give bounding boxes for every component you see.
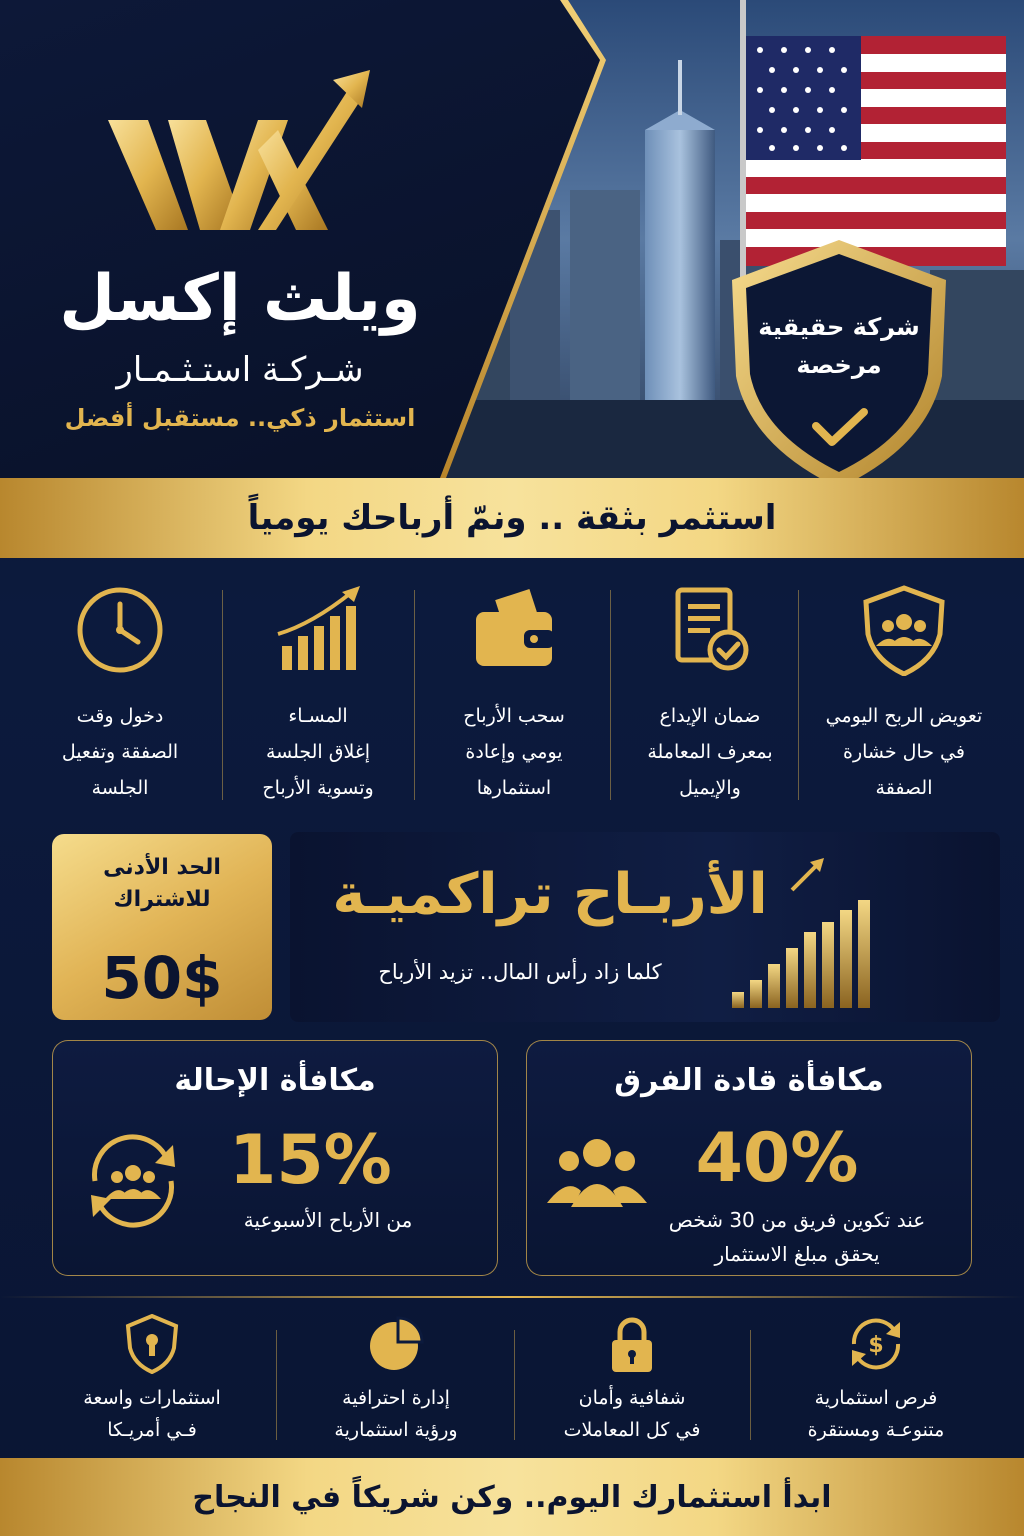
feature-item	[610, 576, 810, 806]
feature-line: بمعرف المعاملة	[647, 741, 773, 763]
cumulative-subtitle: كلما زاد رأس المال.. تزيد الأرباح	[378, 960, 662, 984]
feature-text	[218, 698, 418, 806]
feature-text	[804, 698, 1004, 806]
referral-bonus-percent: 15%	[229, 1121, 392, 1200]
feature-item	[218, 576, 418, 806]
bottom-feature-item	[42, 1314, 262, 1454]
feature-line: الجلسة	[91, 777, 149, 799]
bottom-feature-line: متنوعـة ومستقرة	[807, 1419, 945, 1441]
team-bonus-desc	[637, 1203, 957, 1271]
min-subscription-value: 50$	[101, 944, 223, 1012]
bottom-feature-line: شفافية وأمان	[578, 1387, 686, 1409]
shield-line-1: شركة حقيقية	[758, 313, 920, 341]
bottom-feature-text	[286, 1382, 506, 1446]
feature-line: في حال خشارة	[843, 741, 965, 763]
bottom-feature-line: ورؤية استثمارية	[334, 1419, 458, 1441]
wallet-icon	[468, 584, 560, 676]
gold-divider-line	[0, 1296, 1024, 1298]
bottom-feature-text	[42, 1382, 262, 1446]
gold-banner	[0, 478, 1024, 558]
pie-chart-icon	[366, 1314, 426, 1374]
brand-tagline: استثمار ذكي.. مستقبل أفضل	[64, 404, 416, 432]
feature-line: والإيميل	[679, 777, 741, 799]
divider	[610, 590, 611, 800]
divider	[514, 1330, 515, 1440]
team-bonus-desc-line: عند تكوين فريق من 30 شخص	[668, 1208, 926, 1232]
feature-line: إغلاق الجلسة	[265, 741, 371, 763]
wx-arrow-logo-icon	[108, 70, 378, 250]
feature-text	[20, 698, 220, 806]
dollar-cycle-icon	[846, 1314, 906, 1374]
feature-line: تعويض الربح اليومي	[825, 705, 983, 727]
bottom-feature-line: فرص استثمارية	[814, 1387, 938, 1409]
min-label-line: الحد الأدنى	[103, 855, 221, 880]
feature-line: الصفقة	[875, 777, 933, 799]
footer-banner	[0, 1458, 1024, 1536]
feature-item	[414, 576, 614, 806]
bottom-feature-item	[286, 1314, 506, 1454]
feature-line: المسـاء	[288, 705, 348, 727]
bottom-feature-line: إدارة احترافية	[342, 1387, 450, 1409]
feature-line: دخول وقت	[76, 705, 164, 727]
cumulative-panel	[290, 832, 1000, 1022]
feature-line: وتسوية الأرباح	[262, 777, 374, 799]
features-row	[0, 576, 1024, 806]
shield-text	[748, 308, 930, 384]
shield-line-2: مرخصة	[796, 351, 882, 379]
feature-line: استثمارها	[476, 777, 552, 799]
referral-bonus-desc: من الأرباح الأسبوعية	[243, 1208, 413, 1232]
document-check-icon	[664, 584, 756, 676]
brand-subtitle: شـركـة استـثـمـار	[116, 350, 364, 390]
feature-text	[610, 698, 810, 806]
referral-cycle-icon	[79, 1127, 187, 1235]
referral-bonus-card	[52, 1040, 498, 1276]
bottom-feature-line: استثمارات واسعة	[83, 1387, 221, 1409]
brand-name: ويلث إكسل	[59, 262, 421, 336]
divider	[750, 1330, 751, 1440]
team-bonus-title: مكافأة قادة الفرق	[614, 1063, 884, 1098]
lock-icon	[602, 1314, 662, 1374]
bottom-feature-text	[522, 1382, 742, 1446]
svg-text:$: $	[868, 1333, 884, 1358]
feature-line: يومي وإعادة	[465, 741, 563, 763]
cumulative-title: الأربـاح تراكميـة	[332, 862, 768, 927]
banner-text: استثمر بثقة .. ونمّ أرباحك يومياً	[247, 498, 777, 538]
bottom-feature-text	[766, 1382, 986, 1446]
growth-chart-icon	[272, 584, 364, 676]
team-bonus-card	[526, 1040, 972, 1276]
min-subscription-box	[52, 834, 272, 1020]
bottom-feature-line: فـي أمريـكا	[107, 1419, 197, 1441]
feature-line: سحب الأرباح	[463, 705, 565, 727]
bottom-feature-item	[522, 1314, 742, 1454]
divider	[222, 590, 223, 800]
feature-text	[414, 698, 614, 806]
arrow-up-icon	[788, 854, 828, 894]
referral-bonus-title: مكافأة الإحالة	[174, 1063, 376, 1098]
footer-text: ابدأ استثمارك اليوم.. وكن شريكاً في النجاح	[192, 1479, 832, 1515]
feature-item	[804, 576, 1004, 806]
bottom-feature-line: في كل المعاملات	[563, 1419, 701, 1441]
clock-icon	[74, 584, 166, 676]
team-icon	[547, 1131, 647, 1211]
divider	[414, 590, 415, 800]
min-label-line: للاشتراك	[113, 887, 211, 912]
divider	[276, 1330, 277, 1440]
team-bonus-percent: 40%	[695, 1119, 859, 1198]
hero-section	[0, 0, 1024, 478]
feature-line: ضمان الإيداع	[659, 705, 761, 727]
shield-team-icon	[858, 584, 950, 676]
team-bonus-desc-line: يحقق مبلغ الاستثمار	[714, 1242, 880, 1266]
min-subscription-label	[52, 852, 272, 916]
bottom-feature-item	[766, 1314, 986, 1454]
shield-lock-icon	[122, 1314, 182, 1374]
feature-line: الصفقة وتفعيل	[61, 741, 179, 763]
divider	[798, 590, 799, 800]
feature-item	[20, 576, 220, 806]
